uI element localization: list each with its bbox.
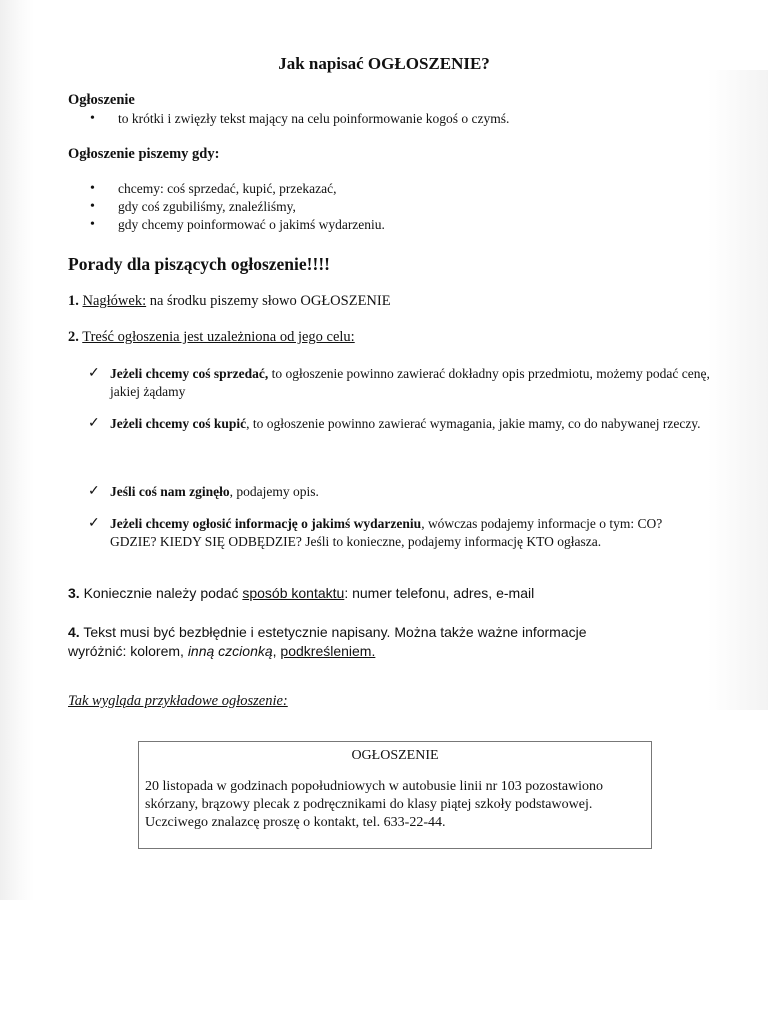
tip-bold: Jeżeli chcemy ogłosić informację o jakimś wydarzeniu: [110, 516, 422, 531]
checkmark-icon: ✓: [88, 416, 100, 431]
point-number: 3.: [68, 585, 80, 601]
point-1-text: na środku piszemy słowo OGŁOSZENIE: [146, 293, 391, 309]
point-2: [68, 329, 355, 346]
tips-heading: Porady dla piszących ogłoszenie!!!!: [68, 254, 330, 274]
tip-sell: [88, 365, 710, 401]
list-item: • chcemy: coś sprzedać, kupić, przekazać,: [90, 180, 710, 198]
tip-text: , to ogłoszenie powinno zawierać wymagania, jakie mamy, co do nabywanej rzeczy.: [246, 416, 701, 431]
italic-example: inną czcionką: [187, 643, 273, 659]
tip-bold: Jeżeli chcemy coś kupić: [110, 416, 247, 431]
point-2-label: Treść ogłoszenia jest uzależniona od jego celu:: [82, 329, 355, 345]
list-item: • to krótki i zwięzły tekst mający na celu poinformowanie kogoś o czymś.: [90, 110, 710, 128]
point-number: 2.: [68, 329, 79, 345]
definition-list: [90, 110, 710, 128]
point-3-pre: Koniecznie należy podać: [79, 585, 243, 601]
tip-lost: [88, 483, 710, 501]
definition-heading: Ogłoszenie: [68, 92, 135, 108]
when-list: [90, 180, 710, 234]
point-number: 4.: [68, 624, 80, 640]
point-1-label: Nagłówek:: [82, 293, 147, 309]
underline-example: podkreśleniem.: [280, 643, 376, 659]
point-4-text: wyróżnić: kolorem,: [68, 643, 188, 659]
document-title: Jak napisać OGŁOSZENIE?: [278, 54, 490, 73]
scan-shadow-left: [0, 0, 34, 900]
point-4: [68, 623, 708, 661]
tip-bold: Jeśli coś nam zginęło: [110, 484, 230, 499]
when-heading: Ogłoszenie piszemy gdy:: [68, 146, 220, 162]
point-3: [68, 585, 534, 601]
tip-event: [88, 515, 710, 551]
point-1: [68, 293, 391, 310]
checkmark-icon: ✓: [88, 484, 100, 499]
scan-shadow-right: [708, 70, 768, 710]
example-title: OGŁOSZENIE: [351, 748, 439, 763]
list-item: • gdy chcemy poinformować o jakimś wydarzeniu.: [90, 216, 710, 234]
checkmark-icon: ✓: [88, 516, 100, 531]
example-label: Tak wygląda przykładowe ogłoszenie:: [68, 693, 288, 709]
point-4-text: Tekst musi być bezbłędnie i estetycznie napisany. Można także ważne informacje: [79, 624, 587, 640]
point-4-line-2: [68, 642, 708, 661]
tip-text: , wówczas podajemy informacje o tym: CO? GDZIE? KIEDY SIĘ ODBĘDZIE? Jeśli to konieczne, podajemy informację KTO ogłasza.: [110, 516, 663, 549]
example-announcement-box: [138, 741, 652, 849]
point-number: 1.: [68, 293, 79, 309]
tip-bold: Jeżeli chcemy coś sprzedać,: [110, 366, 269, 381]
separator: ,: [272, 643, 281, 659]
point-4-line-1: [68, 623, 708, 642]
tip-text: , podajemy opis.: [229, 484, 319, 499]
checkmark-icon: ✓: [88, 366, 100, 381]
tip-text: to ogłoszenie powinno zawierać dokładny opis przedmiotu, możemy podać cenę, jakiej żądamy: [110, 366, 710, 399]
tip-buy: [88, 415, 710, 433]
point-3-link: sposób kontaktu: [242, 585, 345, 601]
example-body: 20 listopada w godzinach popołudniowych w autobusie linii nr 103 pozostawiono skórzany, brązowy plecak z podręcznikami do klasy piątej szkoły podstawowej. Uczciwego znalazcę proszę o kontakt, tel. 633-22-44.: [145, 779, 604, 830]
list-item: • gdy coś zgubiliśmy, znaleźliśmy,: [90, 198, 710, 216]
point-3-post: : numer telefonu, adres, e-mail: [344, 585, 535, 601]
